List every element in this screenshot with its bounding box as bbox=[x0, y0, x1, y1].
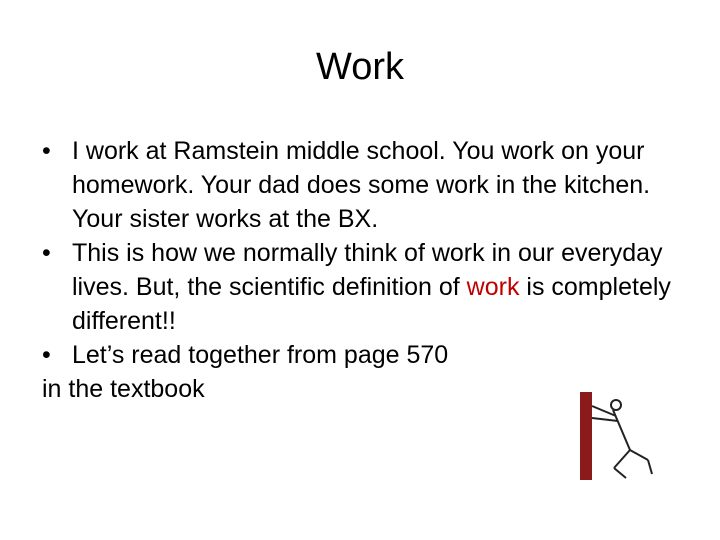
bullet-item-3 bbox=[42, 338, 692, 372]
bullet-list bbox=[42, 134, 692, 406]
bullet-text: Let’s read together from page 570 bbox=[72, 341, 449, 369]
bullet-marker: • bbox=[42, 137, 51, 165]
bullet-text: I work at Ramstein middle school. You work on your homework. Your dad does some work in the kitchen. Your sister works at the BX. bbox=[72, 137, 651, 233]
trailing-line: in the textbook bbox=[42, 375, 205, 403]
bullet-text: is completely different!! bbox=[72, 273, 671, 335]
bullet-item-2 bbox=[42, 236, 692, 338]
slide-title: Work bbox=[316, 46, 404, 88]
bullet-marker: • bbox=[42, 239, 51, 267]
bullet-marker: • bbox=[42, 341, 51, 369]
person-pushing-wall-icon bbox=[570, 390, 665, 485]
highlighted-term: work bbox=[466, 273, 520, 301]
bullet-text: This is how we normally think of work in our everyday lives. But, the scientific definition of bbox=[72, 239, 663, 301]
bullet-item-1 bbox=[42, 134, 692, 236]
